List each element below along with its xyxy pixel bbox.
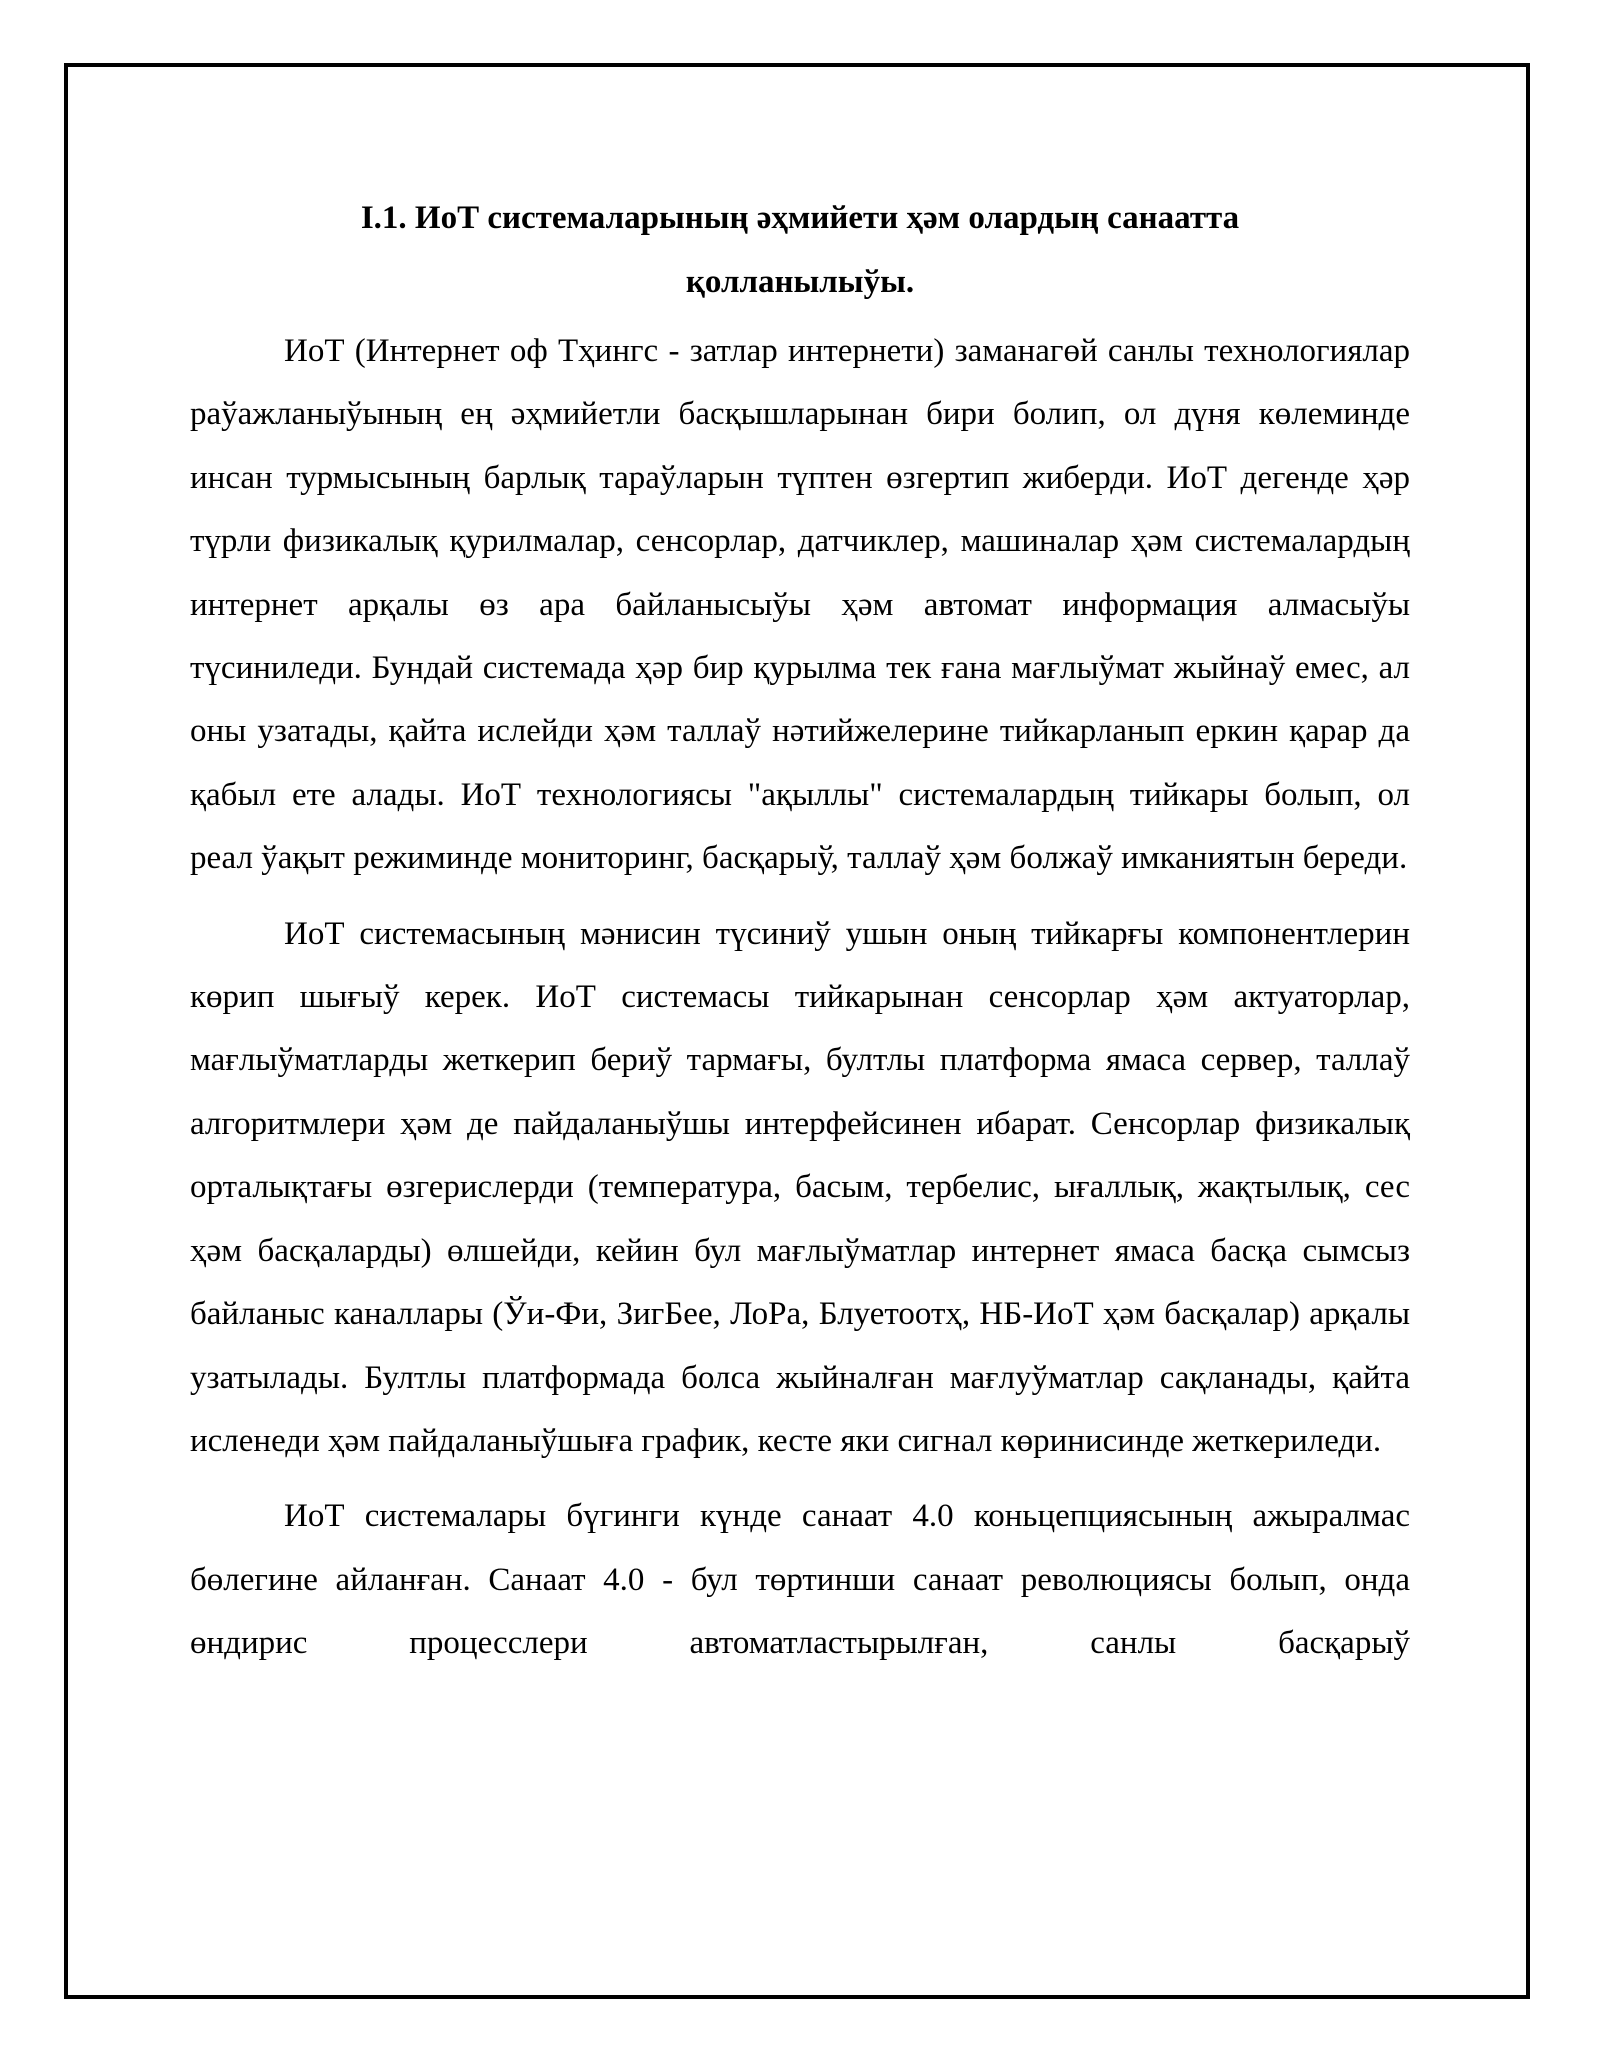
paragraph-iot-components: ИоТ системасының мәнисин түсиниў ушын оның тийкарғы компонентлерин көрип шығыў керек. ИоТ системасы тийкарынан сенсорлар ҳәм актуаторлар, мағлыўматларды жеткерип бериў тармағы, бултлы платформа ямаса сервер, таллаў алгоритмлери ҳәм де пайдаланыўшы интерфейсинен ибарат. Сенсорлар физикалық орталықтағы өзгерислерди (температура, басым, тербелис, ығаллық, жақтылық, сес ҳәм басқаларды) өлшейди, кейин бул мағлыўматлар интернет ямаса басқа сымсыз байланыс каналлары (Ўи-Фи, ЗигБее, ЛоРа, Блуетоотҳ, НБ-ИоТ ҳәм басқалар) арқалы узатылады. Бултлы платформада болса жыйналған мағлуўматлар сақланады, қайта исленеди ҳәм пайдаланыўшыға график, кесте яки сигнал көринисинде жеткериледи.: [190, 915, 1410, 1459]
paragraph-iot-definition: ИоТ (Интернет оф Тҳингс - затлар интернети) заманагөй санлы технологиялар раўажланыўының ең әҳмийетли басқышларынан бири болип, ол дүня көлеминде инсан турмысының барлық тараўларын түптен өзгертип жиберди. ИоТ дегенде ҳәр түрли физикалық қурилмалар, сенсорлар, датчиклер, машиналар ҳәм системалардың интернет арқалы өз ара байланысыўы ҳәм автомат информация алмасыўы түсиниледи. Бундай системада ҳәр бир қурылма тек ғана мағлыўмат жыйнаў емес, ал оны узатады, қайта ислейди ҳәм таллаў нәтийжелерине тийкарланып еркин қарар да қабыл ете алады. ИоТ технологиясы "ақыллы" системалардың тийкары болып, ол реал ўақыт режиминде мониторинг, басқарыў, таллаў ҳәм болжаў имканиятын береди.: [190, 333, 1410, 877]
document-body: [190, 186, 1410, 1676]
heading-line-1: I.1. ИоТ системаларының әҳмийети ҳәм олардың санаатта: [360, 200, 1240, 236]
section-heading: [190, 186, 1410, 314]
heading-line-2: қолланылыўы.: [685, 264, 915, 300]
paragraph-industry-4-0: ИоТ системалары бүгинги күнде санаат 4.0 коньцепциясының ажыралмас бөлегине айланған. Санаат 4.0 - бул төртинши санаат революциясы болып, онда өндирис процесслери автоматластырылған, санлы басқарыў: [190, 1498, 1410, 1662]
